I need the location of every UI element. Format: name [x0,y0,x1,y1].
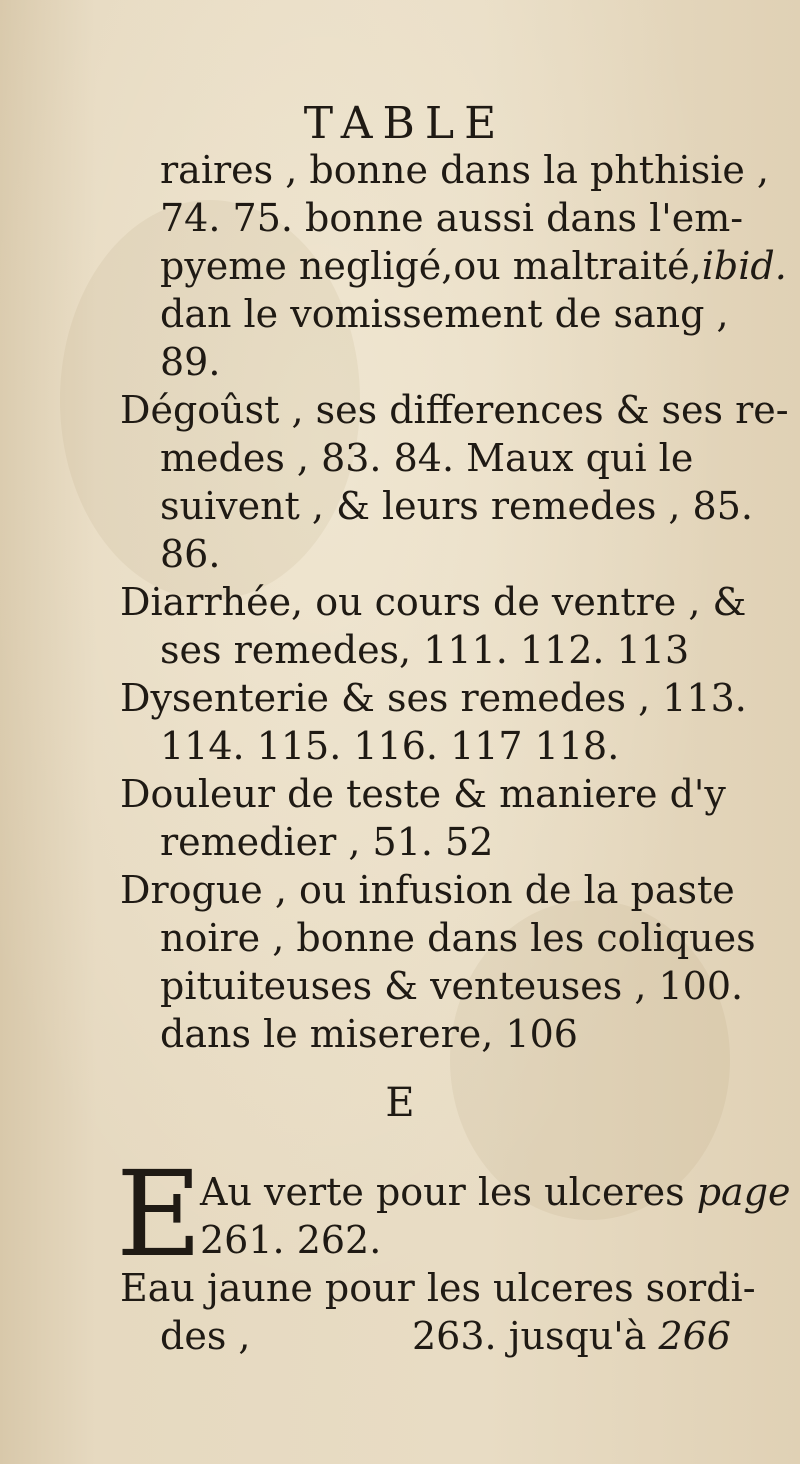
entry-text: pituiteuses & venteuses , 100. [160,964,744,1008]
entry-text: pyeme negligé,ou maltraité, [160,244,702,288]
entry-text: medes , 83. 84. Maux qui le [160,436,694,480]
entry-line [160,146,769,194]
entry-text: Dysenterie & ses remedes , 113. [120,676,747,720]
entry-text: remedier , 51. 52 [160,820,494,864]
entry-line [160,194,743,242]
entry-line [160,1312,730,1360]
entry-italic: page [696,1170,791,1214]
entry-text: des , [160,1314,251,1358]
entry-italic: 266 [658,1314,731,1358]
entry-line [120,674,747,722]
section-letter: E [385,1080,415,1126]
entry-line: Eau jaune pour les ulceres sordi- [120,1266,756,1310]
entry-text: Douleur de teste & maniere d'y [120,772,726,816]
entry-line [160,482,753,530]
entry-text: noire , bonne dans les coliques [160,916,756,960]
entry-text: Diarrhée, ou cours de ventre , & [120,580,747,624]
entry-line [160,914,756,962]
entry-text: 263. jusqu'à [412,1314,659,1358]
entry-line [160,1010,578,1058]
entry-line: 261. 262. [200,1218,382,1262]
entry-line [160,722,619,770]
entry-text: suivent , & leurs remedes , 85. [160,484,753,528]
entry-text: 86. [160,532,221,576]
entry-line [160,626,689,674]
entry-text: ses remedes, 111. 112. 113 [160,628,690,672]
entry-line [160,290,729,338]
entry-text: dan le vomissement de sang , [160,292,729,336]
entry-line [200,1168,791,1216]
entry-line [160,962,743,1010]
drop-cap: E [116,1145,203,1283]
entry-text: Dégoûst , ses differences & ses re- [120,388,789,432]
entry-line [160,530,220,578]
entry-text: Au verte pour les ulceres [200,1170,697,1214]
entry-text: 114. 115. 116. 117 118. [160,724,620,768]
entry-text: dans le miserere, 106 [160,1012,578,1056]
entry-line [120,578,746,626]
entry-pages [412,1312,731,1360]
entry-line [160,242,787,290]
entry-text: raires , bonne dans la phthisie , [160,148,770,192]
entry-italic: ibid. [701,244,787,288]
page-title: TABLE [303,98,507,149]
entry-line [120,770,726,818]
entry-line [120,386,789,434]
entry-line [120,866,735,914]
entry-line [160,338,220,386]
entry-text: 74. 75. bonne aussi dans l'em- [160,196,744,240]
entry-text: Drogue , ou infusion de la paste [120,868,735,912]
entry-line [160,434,693,482]
entry-line [160,818,493,866]
entry-text: 89. [160,340,221,384]
